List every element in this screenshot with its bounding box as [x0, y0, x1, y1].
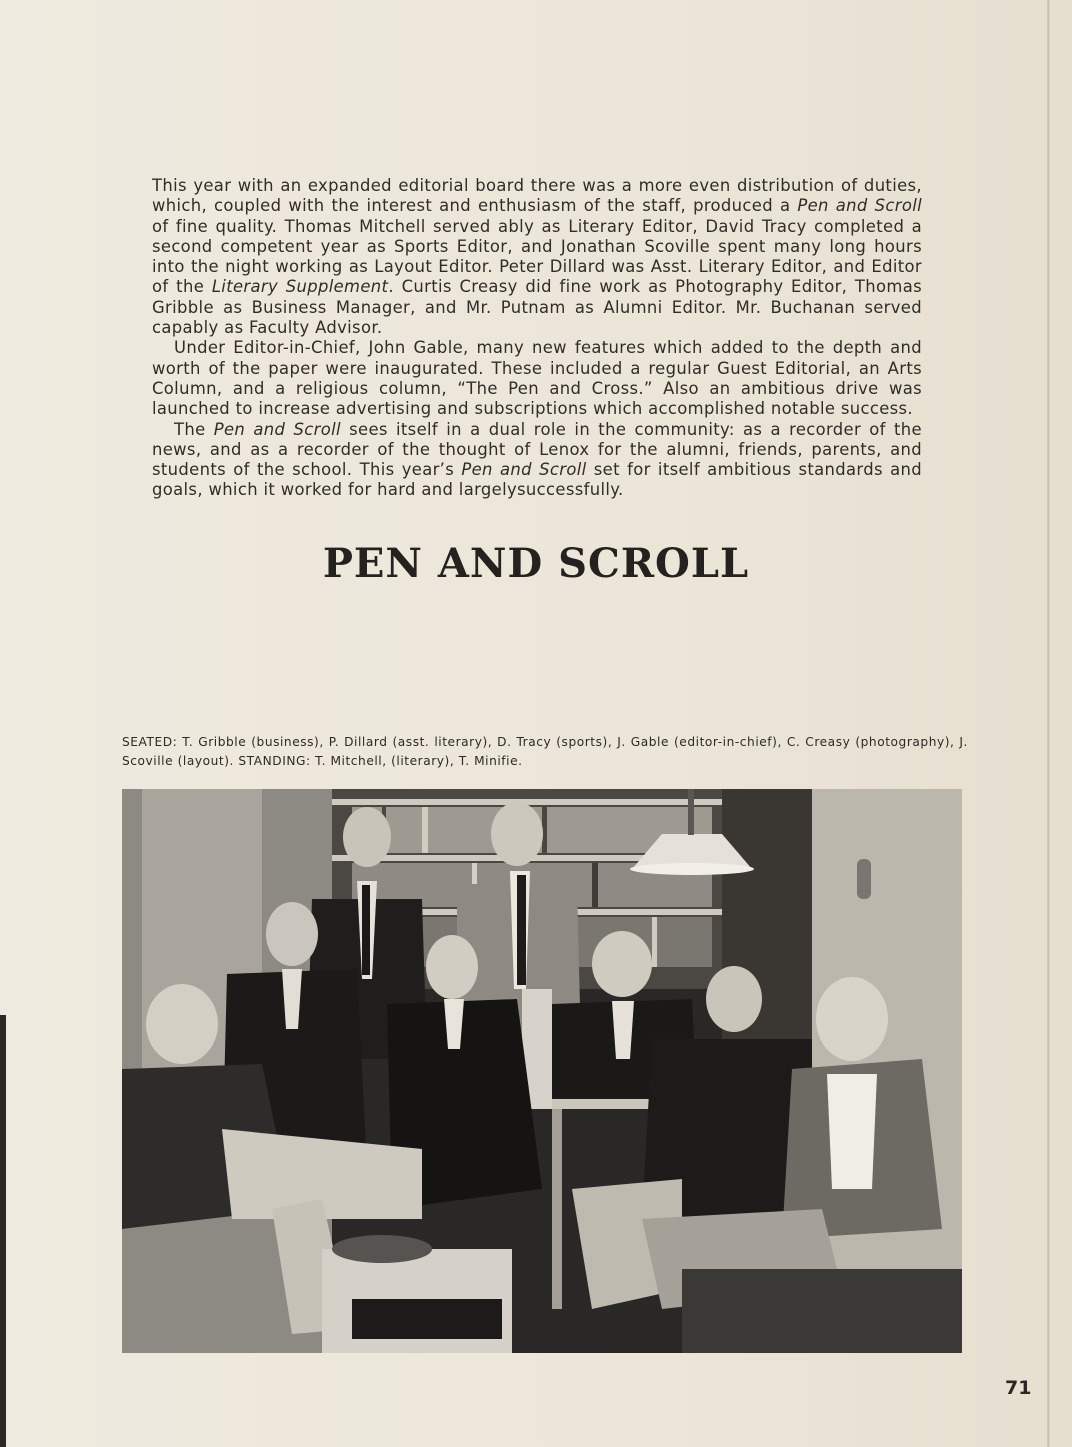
paragraph-text: of fine quality. Thomas Mitchell served ably as Literary Editor, David Tracy completed a second competent year as Sports Editor, and Jonathan Scoville spent many long hours into the night working as Layout Editor. Peter Dillard was Asst. Literary Editor, and Editor of the [152, 216, 922, 297]
article-body [152, 176, 922, 501]
article-paragraph-2 [152, 338, 922, 419]
italic-title-text: Pen and Scroll [461, 460, 587, 480]
group-photo-illustration [122, 789, 962, 1353]
page-title: PEN AND SCROLL [322, 540, 750, 587]
italic-title-text: Literary Supplement [211, 277, 389, 297]
italic-title-text: Pen and Scroll [797, 196, 922, 216]
page-number: 71 [1005, 1377, 1032, 1399]
italic-title-text: Pen and Scroll [213, 419, 341, 439]
photo-caption: SEATED: T. Gribble (business), P. Dillard (asst. literary), D. Tracy (sports), J. Gable (editor-in-chief), C. Creasy (photography), J. Scoville (layout). STANDING: T. Mitchell, (literary), T. Minifie. [122, 735, 968, 768]
paragraph-text: This year with an expanded editorial board there was a more even distribution of duties, which, coupled with the interest and enthusiasm of the staff, produced a [152, 176, 922, 216]
article-paragraph-3 [152, 420, 922, 501]
page-edge [1047, 0, 1050, 1447]
paragraph-text: The [174, 419, 214, 439]
paragraph-text: Under Editor-in-Chief, John Gable, many new features which added to the depth and worth of the paper were inaugurated. These included a regular Guest Editorial, an Arts Column, and a religious column, “The Pen and Cross.” Also an ambitious drive was launched to increase advertising and subscriptions which accomplished notable success. [152, 338, 922, 419]
paragraph-text: . Curtis Creasy did fine work as Photography Editor, Thomas Gribble as Business Manager, and Mr. Putnam as Alumni Editor. Mr. Buchanan served capably as Faculty Advisor. [152, 277, 922, 338]
binding-edge [0, 1015, 6, 1447]
paragraph-text: sees itself in a dual role in the community: as a recorder of the news, and as a recorder of the thought of Lenox for the alumni, friends, parents, and students of the school. This year’s [152, 419, 922, 480]
article-paragraph-1 [152, 176, 922, 338]
group-photo [122, 789, 962, 1353]
paragraph-text: set for itself ambitious standards and goals, which it worked for hard and largelysuccessfully. [152, 460, 922, 500]
